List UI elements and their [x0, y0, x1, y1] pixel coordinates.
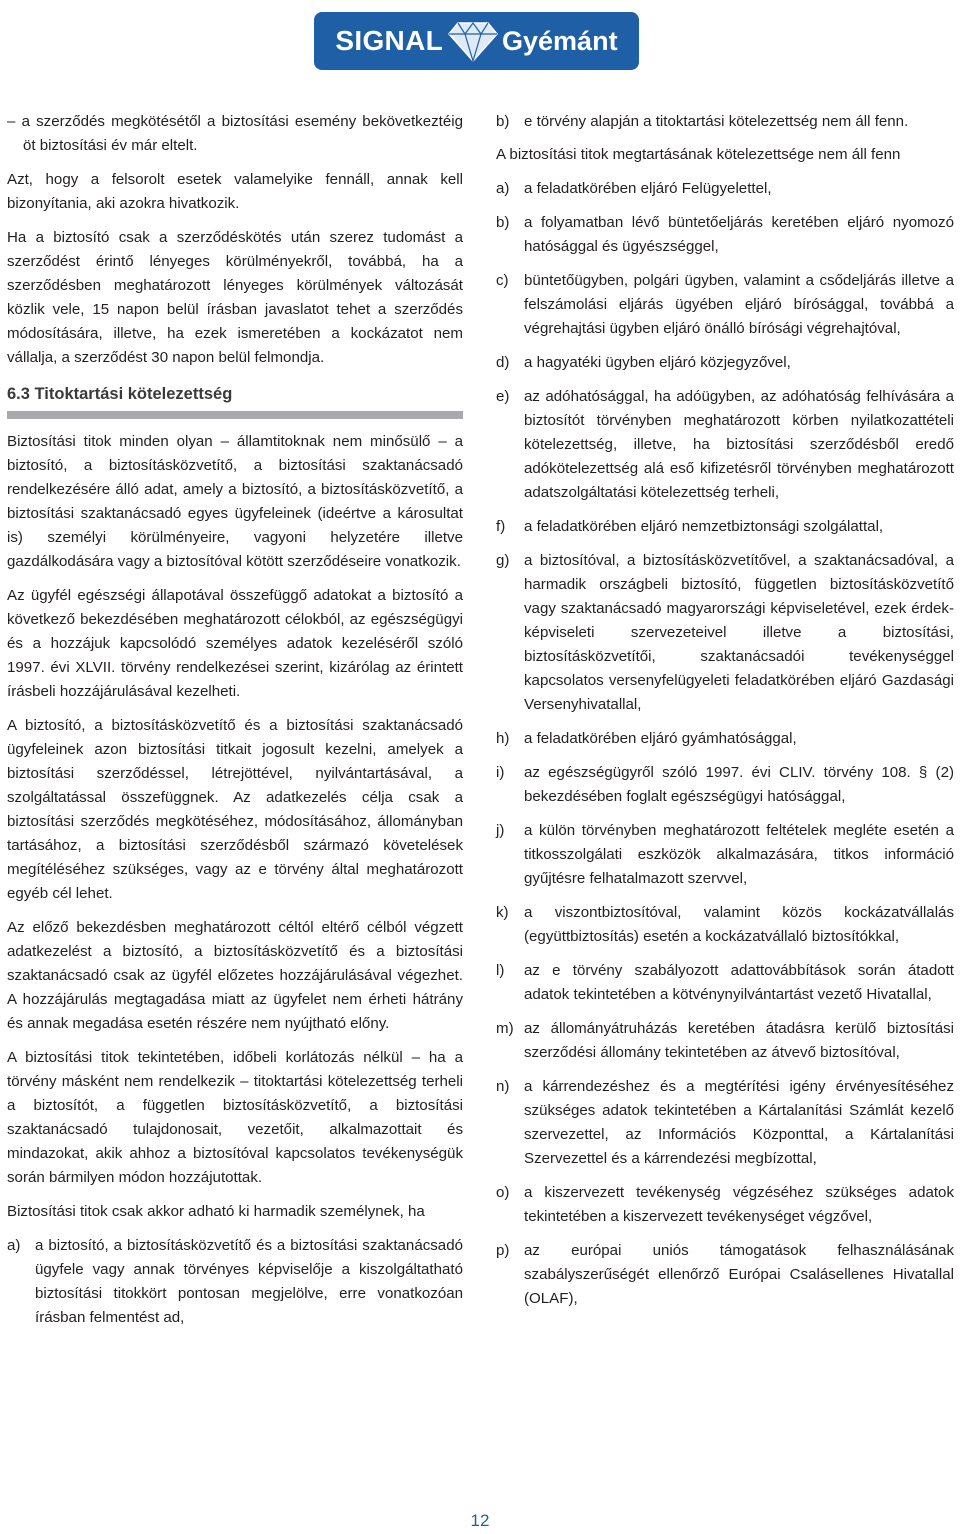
- list-item-text: az e törvény szabályozott adattovábbítások során átadott adatok tekintetében a kötvénynyilvántartást vezető Hivatallal,: [524, 962, 954, 1003]
- list-item: [496, 515, 954, 539]
- list-item-text: az egészségügyről szóló 1997. évi CLIV. törvény 108. § (2) bekezdésében foglalt egészségügyi hatósággal,: [524, 764, 954, 805]
- list-item: [496, 727, 954, 751]
- list-item-label: c): [496, 272, 509, 289]
- list-item-label: b): [496, 214, 510, 231]
- list-item: [496, 177, 954, 201]
- list-item-text: a viszontbiztosítóval, valamint közös kockázatvállalás (együttbiztosítás) esetén a kockázatvállaló biztosítókkal,: [524, 904, 954, 945]
- list-item-label: k): [496, 904, 509, 921]
- list-item: [496, 819, 954, 891]
- list-item: [496, 1075, 954, 1171]
- diamond-icon: [448, 19, 498, 63]
- list-item-text: a kiszervezett tevékenység végzéséhez szükséges adatok tekintetében a kiszervezett tevékenységet végzővel,: [524, 1184, 954, 1225]
- list-item-label: f): [496, 518, 506, 535]
- paragraph-3: Ha a biztosító csak a szerződéskötés után szerez tudomást a szerződést érintő lényeges körülményekről, továbbá, ha a szerződésben meghatározott lényeges körülmények változását közlik vele, 15 napon belül írásban javaslatot tehet a szerződés módosítására, illetve, ha ezek ismeretében a kockázatot nem vállalja, a szerződést 30 napon belül felmondja.: [7, 229, 463, 366]
- list-item-text: a folyamatban lévő büntetőeljárás keretében eljáró nyomozó hatósággal és ügyészséggel,: [524, 214, 954, 255]
- list-item-label: g): [496, 552, 510, 569]
- paragraph-4: Biztosítási titok minden olyan – államtitoknak nem minősülő – a biztosító, a biztosításközvetítő, a biztosítási szaktanácsadó rendelkezésére álló adat, amely a biztosító, a biztosításközvetítő, a biztosítási szaktanácsadó egyes ügyfeleinek (ideértve a károsultat is) személyi körülményeire, vagyoni helyzetére illetve gazdálkodására vagy a biztosítóval kötött szerződéseire vonatkozik.: [7, 433, 463, 570]
- list-item-text: a biztosító, a biztosításközvetítő és a biztosítási szaktanácsadó ügyfele vagy annak törvényes képviselője a kiszolgáltatható biztosítási titokkört pontosan megjelölve, erre vonatkozóan írásban felmentést ad,: [35, 1237, 463, 1326]
- paragraph-2: Azt, hogy a felsorolt esetek valamelyike fennáll, annak kell bizonyítania, aki azokra hivatkozik.: [7, 171, 463, 212]
- list-item: [496, 1017, 954, 1065]
- list-item-text: a biztosítóval, a biztosításközvetítővel, a szaktanácsadóval, a harmadik országbeli biztosító, független biztosításközvetítő vagy szaktanácsadó magyarországi képviseletével, ezek érdek-képviseleti szervezeteivel illetve a biztosítási, biztosításközvetítői, szaktanácsadói tevékenységgel kapcsolatos versenyfelügyeleti feladatkörében eljáró Gazdasági Versenyhivatallal,: [524, 552, 954, 713]
- section-heading: 6.3 Titoktartási kötelezettség: [7, 385, 233, 403]
- list-item-label: m): [496, 1020, 514, 1037]
- paragraph-9: Biztosítási titok csak akkor adható ki harmadik személynek, ha: [7, 1203, 425, 1220]
- list-item-label: e): [496, 388, 510, 405]
- brand-gyemant: Gyémánt: [502, 25, 618, 56]
- right-column: [496, 110, 954, 1321]
- list-item-label: l): [496, 962, 505, 979]
- list-item: [496, 761, 954, 809]
- list-item-text: a hagyatéki ügyben eljáró közjegyzővel,: [524, 354, 791, 371]
- page-number: 12: [470, 1511, 490, 1530]
- list-item-a: [7, 1234, 463, 1330]
- brand-logo: [314, 12, 639, 70]
- paragraph-1: – a szerződés megkötésétől a biztosítási esemény bekövetkeztéig öt biztosítási év már eltelt.: [7, 113, 463, 154]
- paragraph-8: A biztosítási titok tekintetében, időbeli korlátozás nélkül – ha a törvény másként nem rendelkezik – titoktartási kötelezettség terheli a biztosítót, a független biztosításközvetítő, a biztosítási szaktanácsadó tulajdonosait, vezetőit, alkalmazottait és mindazokat, akik ahhoz a biztosítóval kapcsolatos tevékenységük során bármilyen módon hozzájutottak.: [7, 1049, 463, 1186]
- list-item: [496, 269, 954, 341]
- list-item-label: n): [496, 1078, 510, 1095]
- list-item-label: o): [496, 1184, 510, 1201]
- left-column: [7, 110, 463, 1340]
- list-item-label: a): [496, 180, 510, 197]
- list-item: [496, 959, 954, 1007]
- list-item-label: p): [496, 1242, 510, 1259]
- list-item: [496, 385, 954, 505]
- list-item-text: a feladatkörében eljáró nemzetbiztonsági szolgálattal,: [524, 518, 884, 535]
- list-item-label: h): [496, 730, 510, 747]
- paragraph-7: Az előző bekezdésben meghatározott céltól eltérő célból végzett adatkezelést a biztosító, a biztosításközvetítő és a biztosítási szaktanácsadó csak az ügyfél előzetes hozzájárulásával végezhet. A hozzájárulás megtagadása miatt az ügyfelet nem érheti hátrány és annak megadása esetén részére nem nyújtható előny.: [7, 919, 463, 1032]
- list-item: [496, 211, 954, 259]
- list-item-label: b): [496, 113, 510, 130]
- list-item-b: [496, 110, 954, 134]
- list-item-label: d): [496, 354, 510, 371]
- list-item-label: j): [496, 822, 505, 839]
- exceptions-intro: A biztosítási titok megtartásának kötelezettsége nem áll fenn: [496, 146, 901, 163]
- list-item-text: az állományátruházás keretében átadásra kerülő biztosítási szerződési állomány tekintetében az átvevő biztosítóval,: [524, 1020, 954, 1061]
- list-item: [496, 351, 954, 375]
- list-item-label: a): [7, 1237, 21, 1254]
- list-item-text: büntetőügyben, polgári ügyben, valamint a csődeljárás illetve a felszámolási eljárás ügyében eljáró bírósággal, továbbá a végrehajtási ügyben eljáró önálló bírósági végrehajtóval,: [524, 272, 954, 337]
- list-item: [496, 1181, 954, 1229]
- list-item-text: e törvény alapján a titoktartási kötelezettség nem áll fenn.: [524, 113, 909, 130]
- list-item-text: az adóhatósággal, ha adóügyben, az adóhatóság felhívására a biztosítót törvényben meghatározott körben nyilatkozattételi kötelezettség, illetve, ha biztosítási szerződésből eredő adókötelezettség alá eső kifizetésről törvényben meghatározott adatszolgáltatási kötelezettség terheli,: [524, 388, 954, 501]
- exceptions-list: [496, 177, 954, 1311]
- heading-divider: [7, 411, 463, 419]
- list-item-text: a kárrendezéshez és a megtérítési igény érvényesítéséhez szükséges adatok tekintetében a Kártalanítási Számlát kezelő szervezettel, az Információs Központtal, a Kártalanítási Szervezettel és a kárrendezési megbízottal,: [524, 1078, 954, 1167]
- brand-signal: SIGNAL: [335, 25, 444, 56]
- paragraph-5: Az ügyfél egészségi állapotával összefüggő adatokat a biztosító a következő bekezdésében meghatározott célokból, az egészségügyi és a hozzájuk kapcsolódó személyes adatok kezeléséről szóló 1997. évi XLVII. törvény rendelkezései szerint, kizárólag az érintett írásbeli hozzájárulásával kezelheti.: [7, 587, 463, 700]
- list-item: [496, 901, 954, 949]
- paragraph-6: A biztosító, a biztosításközvetítő és a biztosítási szaktanácsadó ügyfeleinek azon biztosítási titkait jogosult kezelni, amelyek a biztosítási szerződéssel, létrejöttével, nyilvántartásával, a szolgáltatással összefüggnek. Az adatkezelés célja csak a biztosítási szerződés megkötéséhez, módosításához, állományban tartásához, a biztosítási szerződésből származó követelések megítéléséhez szükséges, vagy az e törvény által meghatározott egyéb cél lehet.: [7, 717, 463, 902]
- list-item-text: a feladatkörében eljáró Felügyelettel,: [524, 180, 772, 197]
- list-item-label: i): [496, 764, 505, 781]
- list-item: [496, 549, 954, 717]
- list-item-text: az európai uniós támogatások felhasználásának szabályszerűségét ellenőrző Európai Csalásellenes Hivatallal (OLAF),: [524, 1242, 954, 1307]
- list-item: [496, 1239, 954, 1311]
- list-item-text: a feladatkörében eljáró gyámhatósággal,: [524, 730, 797, 747]
- list-item-text: a külön törvényben meghatározott feltételek megléte esetén a titkosszolgálati eszközök alkalmazására, titkos információ gyűjtésre felhatalmazott szervvel,: [524, 822, 954, 887]
